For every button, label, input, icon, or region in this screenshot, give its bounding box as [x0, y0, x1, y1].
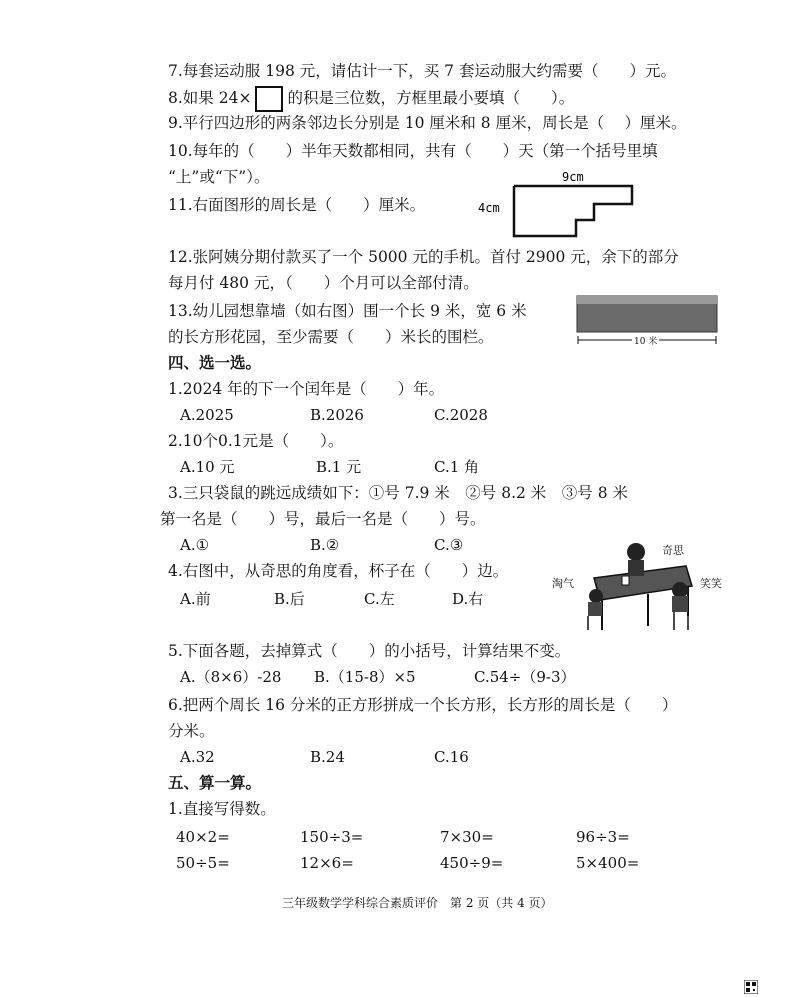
choice-5-option-c[interactable]: C.54÷（9-3）: [474, 668, 576, 686]
step-shape-outline: [514, 186, 632, 236]
table-scene-figure: [574, 538, 704, 634]
cup: [622, 576, 629, 585]
choice-6-option-a[interactable]: A.32: [180, 748, 215, 766]
choice-2-option-b[interactable]: B.1 元: [316, 458, 362, 476]
choice-1-option-b[interactable]: B.2026: [310, 406, 364, 424]
question-10-line2: “上”或“下”）。: [168, 168, 270, 186]
person-xiaoxiao-head: [672, 582, 688, 598]
choice-5-option-a[interactable]: A.（8×6）-28: [180, 668, 282, 686]
person-qisi-head: [627, 543, 645, 561]
choice-3-line1: 3.三只袋鼠的跳远成绩如下：①号 7.9 米 ②号 8.2 米 ③号 8 米: [168, 484, 629, 502]
question-12-line1: 12.张阿姨分期付款买了一个 5000 元的手机。首付 2900 元，余下的部分: [168, 248, 679, 266]
subsection-1-heading: 1.直接写得数。: [168, 800, 276, 818]
choice-4-option-b[interactable]: B.后: [274, 590, 305, 608]
calc-item[interactable]: 96÷3=: [576, 828, 630, 846]
calc-item[interactable]: 150÷3=: [300, 828, 364, 846]
calc-item[interactable]: 7×30=: [440, 828, 494, 846]
choice-1: 1.2024 年的下一个闰年是（ ）年。: [168, 380, 445, 398]
page-footer: 三年级数学学科综合素质评价 第 2 页（共 4 页）: [282, 896, 553, 910]
label-xiaoxiao: 笑笑: [700, 577, 722, 590]
choice-6-line2: 分米。: [168, 722, 215, 740]
fig13-length-label: 10 米: [632, 334, 659, 347]
choice-3-option-c[interactable]: C.③: [434, 536, 464, 554]
choice-3-option-b[interactable]: B.②: [310, 536, 340, 554]
choice-6-line1: 6.把两个周长 16 分米的正方形拼成一个长方形，长方形的周长是（ ）: [168, 696, 678, 714]
choice-2-option-a[interactable]: A.10 元: [180, 458, 235, 476]
step-shape-figure: [478, 166, 638, 238]
calc-item[interactable]: 5×400=: [576, 854, 640, 872]
choice-6-option-b[interactable]: B.24: [310, 748, 345, 766]
question-11: 11.右面图形的周长是（ ）厘米。: [168, 196, 426, 214]
calc-item[interactable]: 12×6=: [300, 854, 354, 872]
choice-2-option-c[interactable]: C.1 角: [434, 458, 480, 476]
question-8-prefix: 8.如果 24×: [168, 89, 252, 107]
qr-code-icon: [744, 980, 758, 994]
question-8-suffix: 的积是三位数，方框里最小要填（ ）。: [287, 89, 575, 107]
answer-box[interactable]: [255, 86, 283, 112]
choice-5-option-b[interactable]: B.（15-8）×5: [314, 668, 416, 686]
choice-3-line2: 第一名是（ ）号，最后一名是（ ）号。: [160, 510, 486, 528]
choice-4: 4.右图中，从奇思的角度看，杯子在（ ）边。: [168, 562, 509, 580]
label-qisi: 奇思: [662, 544, 684, 557]
choice-4-option-d[interactable]: D.右: [452, 590, 484, 608]
question-13-line1: 13.幼儿园想靠墙（如右图）围一个长 9 米，宽 6 米: [168, 302, 527, 320]
calc-item[interactable]: 40×2=: [176, 828, 230, 846]
label-taoqi: 淘气: [552, 577, 574, 590]
section-4-heading: 四、选一选。: [168, 353, 262, 372]
fig11-top-label: 9cm: [562, 170, 584, 184]
choice-6-option-c[interactable]: C.16: [434, 748, 469, 766]
choice-2: 2.10个0.1元是（ ）。: [168, 432, 344, 450]
question-9: 9.平行四边形的两条邻边长分别是 10 厘米和 8 厘米，周长是（ ）厘米。: [168, 114, 687, 132]
choice-3-option-a[interactable]: A.①: [180, 536, 210, 554]
choice-1-option-c[interactable]: C.2028: [434, 406, 488, 424]
choice-4-option-a[interactable]: A.前: [180, 590, 211, 608]
wall-top-texture: [577, 296, 717, 304]
question-10-line1: 10.每年的（ ）半年天数都相同，共有（ ）天（第一个括号里填: [168, 142, 658, 160]
section-5-heading: 五、算一算。: [168, 773, 262, 792]
calc-item[interactable]: 450÷9=: [440, 854, 504, 872]
choice-5: 5.下面各题，去掉算式（ ）的小括号，计算结果不变。: [168, 642, 571, 660]
fig11-left-label: 4cm: [478, 201, 500, 215]
choice-4-option-c[interactable]: C.左: [364, 590, 395, 608]
question-8: [168, 86, 574, 112]
calc-item[interactable]: 50÷5=: [176, 854, 230, 872]
question-13-line2: 的长方形花园，至少需要（ ）米长的围栏。: [168, 328, 494, 346]
question-12-line2: 每月付 480 元，（ ）个月可以全部付清。: [168, 274, 479, 292]
choice-1-option-a[interactable]: A.2025: [180, 406, 234, 424]
question-7: 7.每套运动服 198 元，请估计一下，买 7 套运动服大约需要（ ）元。: [168, 62, 676, 80]
person-taoqi-head: [589, 589, 603, 603]
